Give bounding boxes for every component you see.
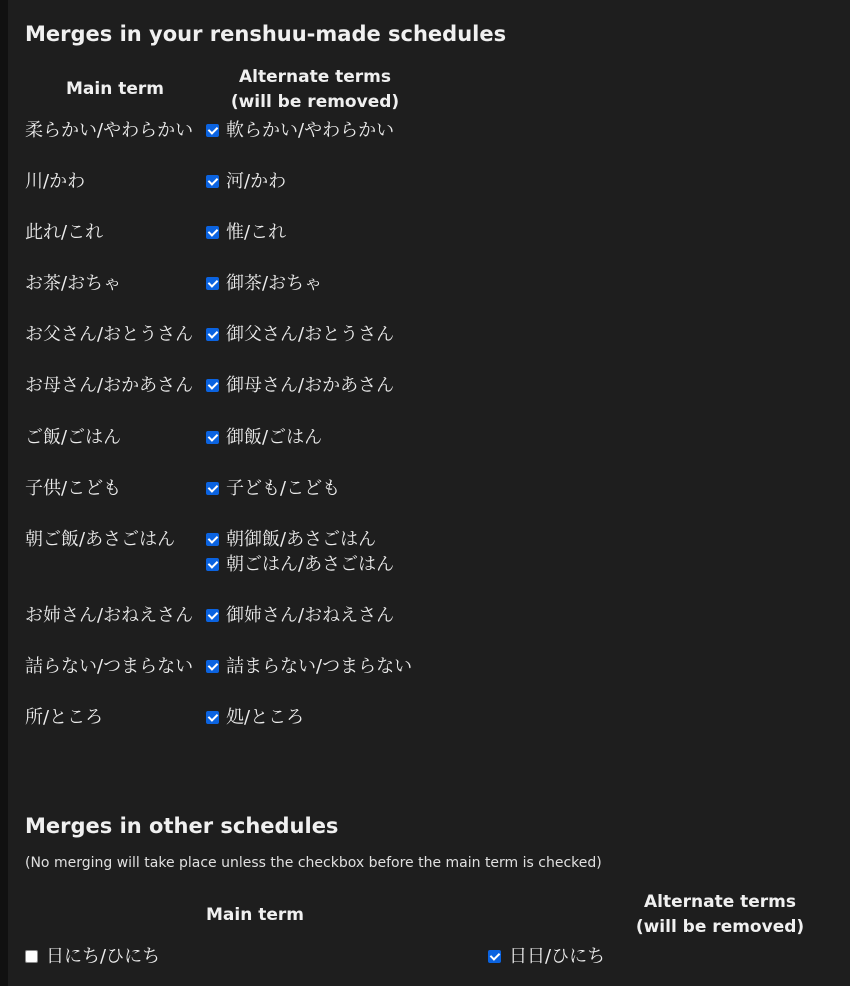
alternate-term-checkbox[interactable] [488,950,501,963]
alternate-term-checkbox[interactable] [206,711,219,724]
alternate-term: 御姉さん/おねえさん [226,605,395,626]
alternate-term-checkbox[interactable] [206,533,219,546]
alternate-terms-header-other-line2: (will be removed) [635,917,805,937]
alternate-term: 御飯/ごはん [226,427,323,448]
main-term: 詰らない/つまらない [25,656,194,677]
alternate-terms-header [220,65,410,115]
merge-note: (No merging will take place unless the checkbox before the main term is checked) [25,855,602,871]
alternate-term: 処/ところ [226,707,305,728]
main-term: 川/かわ [25,171,86,192]
alternate-term-checkbox[interactable] [206,558,219,571]
main-term-checkbox[interactable] [25,950,38,963]
alternate-term: 御母さん/おかあさん [226,375,395,396]
alternate-term-checkbox[interactable] [206,431,219,444]
alternate-term: 子ども/こども [226,478,341,499]
alternate-terms-header-line1: Alternate terms [238,67,392,87]
alternate-term: 軟らかい/やわらかい [226,120,395,141]
section-title-renshuu-schedules: Merges in your renshuu-made schedules [25,22,507,46]
main-term: お母さん/おかあさん [25,375,194,396]
alternate-term: 惟/これ [226,222,287,243]
main-term: 此れ/これ [25,222,104,243]
main-term: お姉さん/おねえさん [25,605,194,626]
alternate-term-checkbox[interactable] [206,379,219,392]
alternate-term: 日日/ひにち [509,946,606,967]
main-term: 子供/こども [25,478,122,499]
alternate-term: 朝ごはん/あさごはん [226,554,395,575]
alternate-term-checkbox[interactable] [206,226,219,239]
alternate-term-checkbox[interactable] [206,175,219,188]
alternate-term-checkbox[interactable] [206,277,219,290]
alternate-term: 御父さん/おとうさん [226,324,395,345]
alternate-term-checkbox[interactable] [206,660,219,673]
left-border [0,0,8,986]
alternate-term: 御茶/おちゃ [226,273,323,294]
alternate-terms-header-other-line1: Alternate terms [643,892,797,912]
alternate-term: 詰まらない/つまらない [226,656,413,677]
main-term-header-other [170,903,340,928]
alternate-term: 河/かわ [226,171,287,192]
main-term-header [30,77,200,102]
main-term: お父さん/おとうさん [25,324,194,345]
main-term: 柔らかい/やわらかい [25,120,194,141]
main-term: 朝ご飯/あさごはん [25,529,176,550]
main-term-header-other-label: Main term [206,905,304,925]
section-title-other-schedules: Merges in other schedules [25,814,339,838]
main-term: お茶/おちゃ [25,273,122,294]
main-term: 日にち/ひにち [46,946,161,967]
alternate-term: 朝御飯/あさごはん [226,529,377,550]
alternate-term-checkbox[interactable] [206,328,219,341]
main-term: 所/ところ [25,707,104,728]
alternate-terms-header-line2: (will be removed) [230,92,400,112]
main-term: ご飯/ごはん [25,427,122,448]
alternate-term-checkbox[interactable] [206,609,219,622]
alternate-terms-header-other [620,890,820,940]
alternate-term-checkbox[interactable] [206,482,219,495]
main-term-header-label: Main term [66,79,164,99]
alternate-term-checkbox[interactable] [206,124,219,137]
